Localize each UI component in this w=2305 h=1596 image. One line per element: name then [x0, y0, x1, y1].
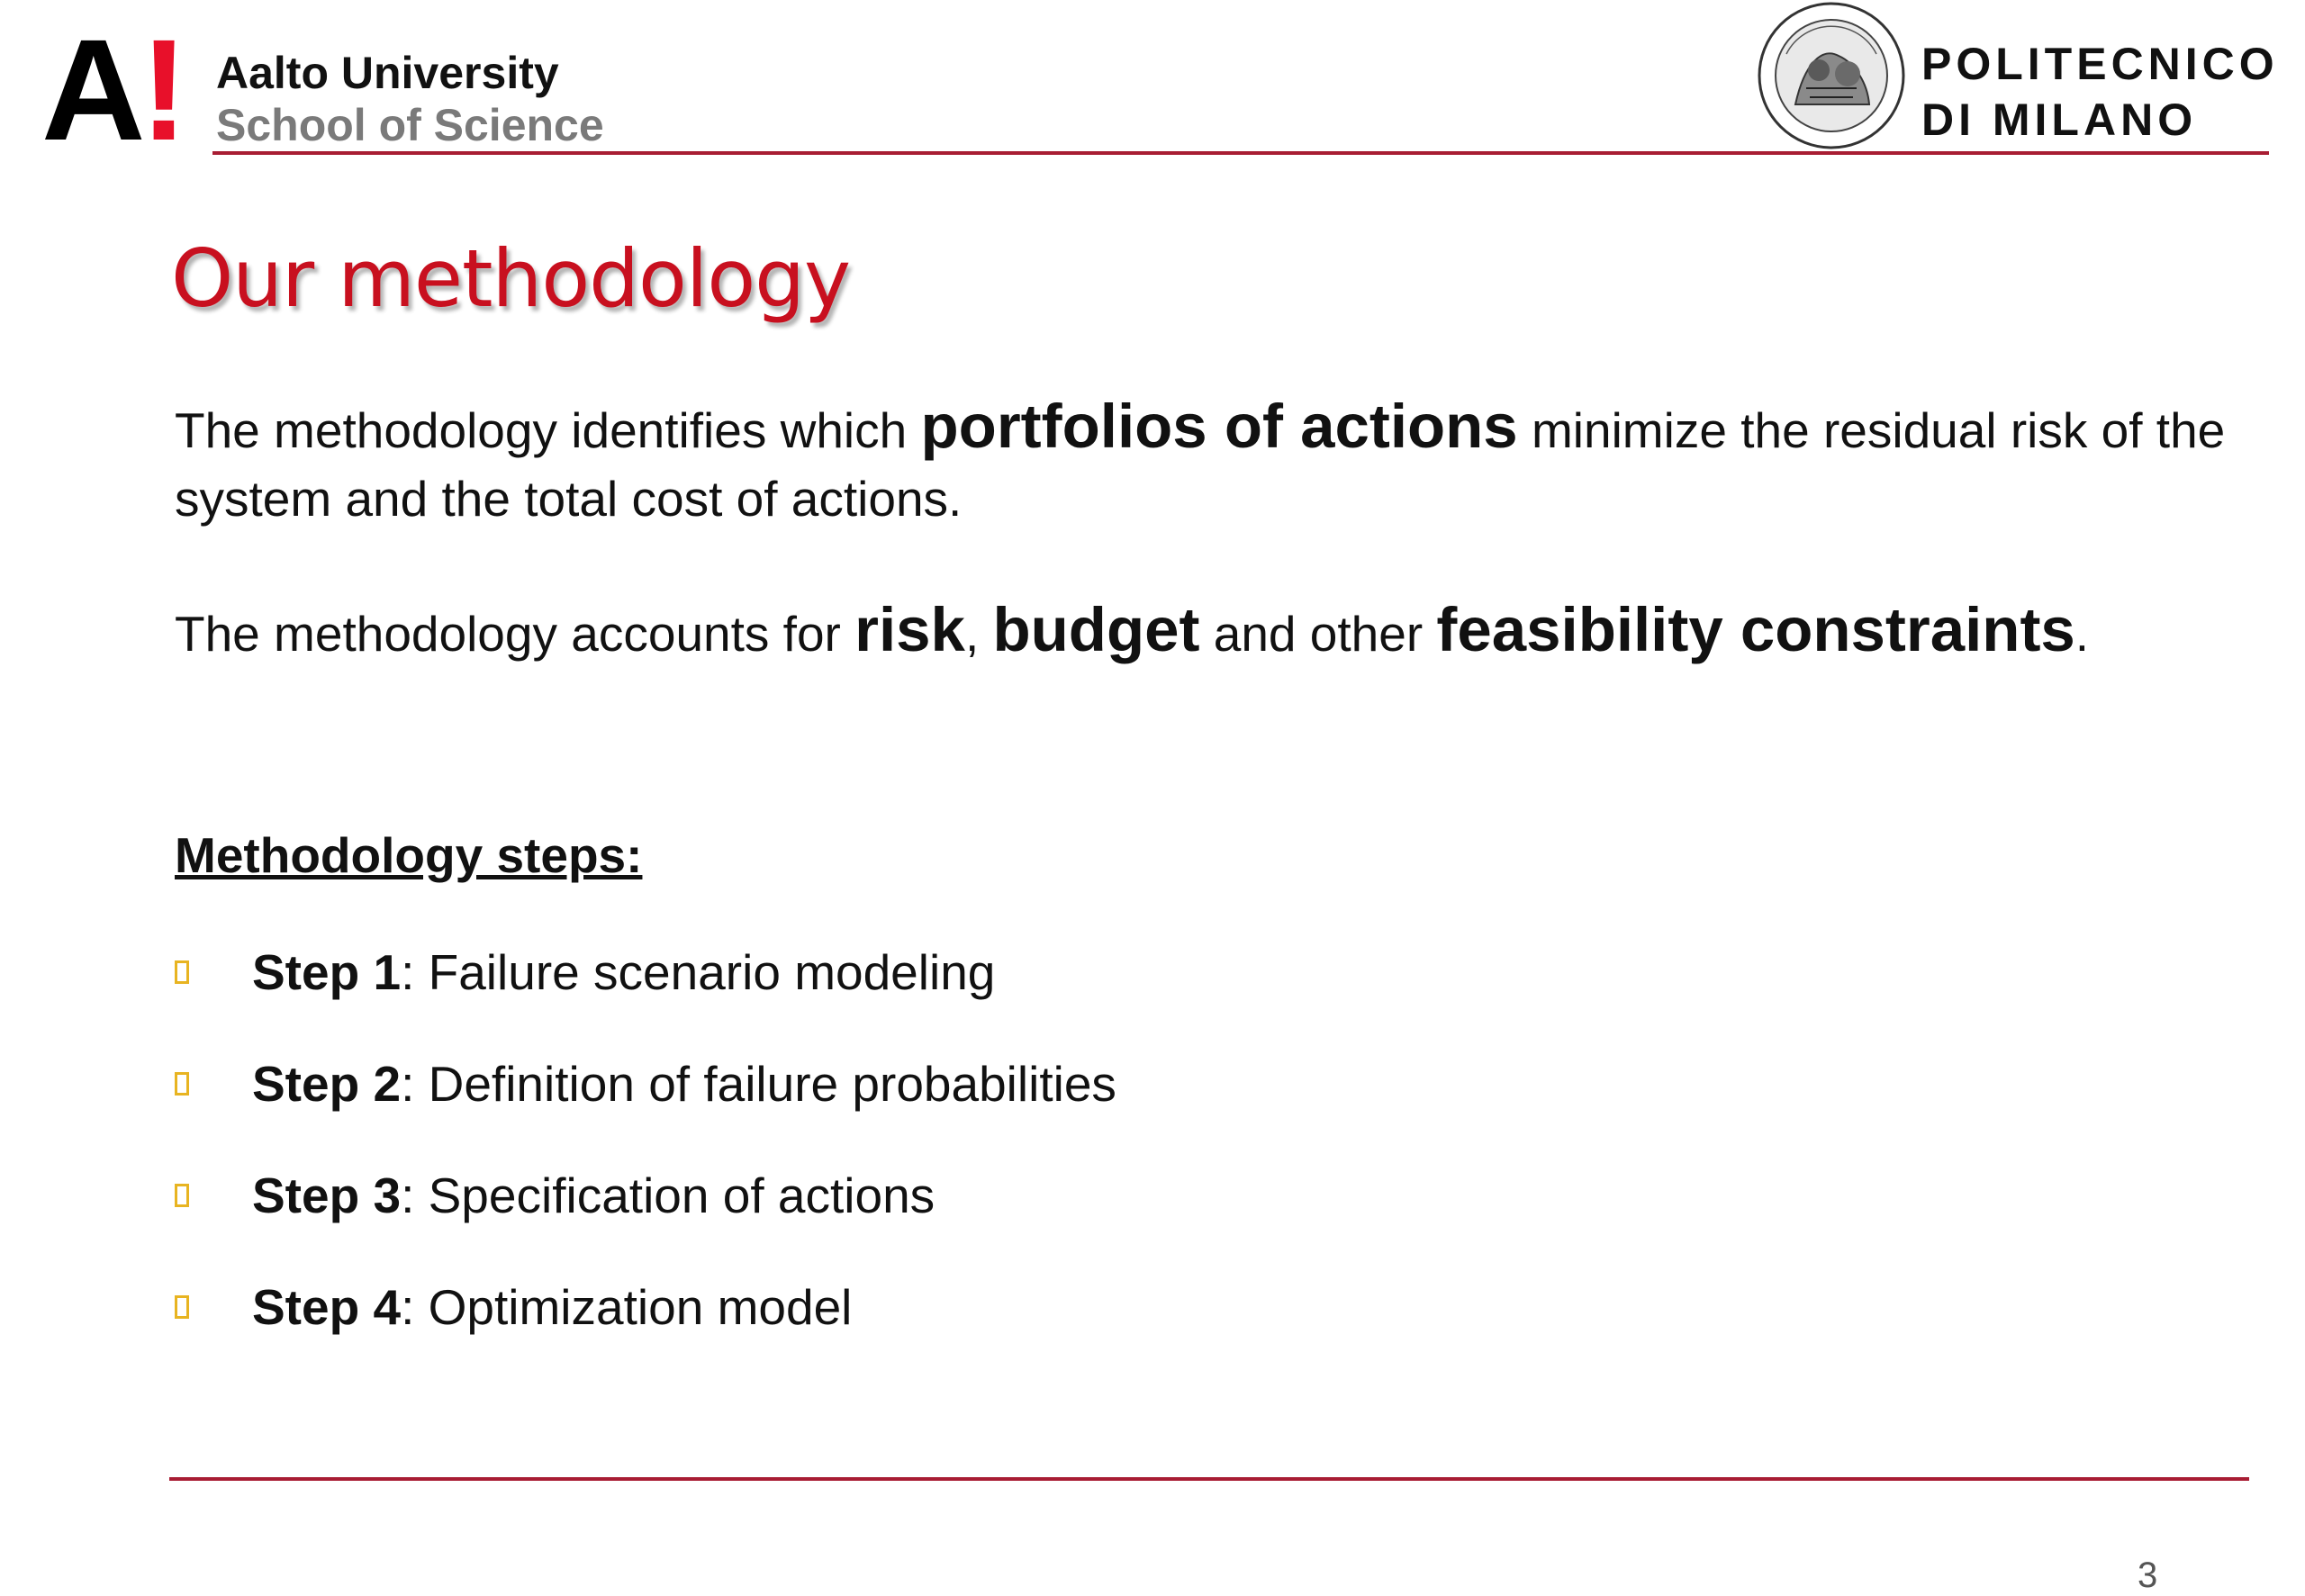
aalto-wordmark: [216, 47, 604, 151]
para2-text-1: The methodology accounts for: [175, 606, 855, 662]
step-text: : Optimization model: [401, 1279, 853, 1335]
para1-text-2: minimize the residual risk of the system and the total cost of actions.: [175, 402, 2226, 527]
steps-heading: Methodology steps:: [175, 827, 643, 883]
list-item-step-4: [175, 1271, 852, 1343]
square-bullet-icon: [175, 960, 189, 984]
aalto-logo: A!: [41, 9, 183, 170]
para2-text-3: and other: [1199, 606, 1437, 662]
polimi-line2: DI MILANO: [1921, 95, 2198, 145]
polimi-line1: POLITECNICO: [1921, 39, 2279, 89]
para1-text-1: The methodology identifies which: [175, 402, 921, 458]
para2-text-4: .: [2074, 606, 2090, 662]
step-label: Step 4: [252, 1279, 402, 1335]
para2-bold-feasibility: feasibility constraints: [1436, 595, 2075, 664]
aalto-school-name: School of Science: [216, 100, 604, 150]
para2-bold-risk: risk: [854, 595, 965, 664]
square-bullet-icon: [175, 1184, 189, 1207]
step-label: Step 3: [252, 1168, 402, 1223]
polimi-wordmark: [1921, 36, 2279, 148]
step-text: : Specification of actions: [401, 1168, 936, 1223]
paragraph-objectives: [175, 392, 2246, 533]
header-divider: [212, 151, 2269, 155]
list-item-step-1: [175, 936, 995, 1008]
step-label: Step 1: [252, 944, 402, 1000]
square-bullet-icon: [175, 1295, 189, 1319]
para2-bold-budget: budget: [992, 595, 1200, 664]
list-item-step-3: [175, 1159, 935, 1231]
step-label: Step 2: [252, 1056, 402, 1112]
para2-text-2: ,: [964, 606, 993, 662]
list-item-step-2: [175, 1048, 1116, 1120]
step-text: : Failure scenario modeling: [401, 944, 996, 1000]
step-text: : Definition of failure probabilities: [401, 1056, 1116, 1112]
slide-title: Our methodology: [171, 232, 851, 325]
footer-divider: [169, 1477, 2249, 1481]
square-bullet-icon: [175, 1072, 189, 1096]
politecnico-seal-icon: [1756, 0, 1907, 151]
page-number: 3: [2138, 1555, 2158, 1595]
para1-bold-portfolios: portfolios of actions: [920, 392, 1518, 461]
paragraph-constraints: [175, 596, 2246, 668]
aalto-university-name: Aalto University: [216, 48, 559, 98]
